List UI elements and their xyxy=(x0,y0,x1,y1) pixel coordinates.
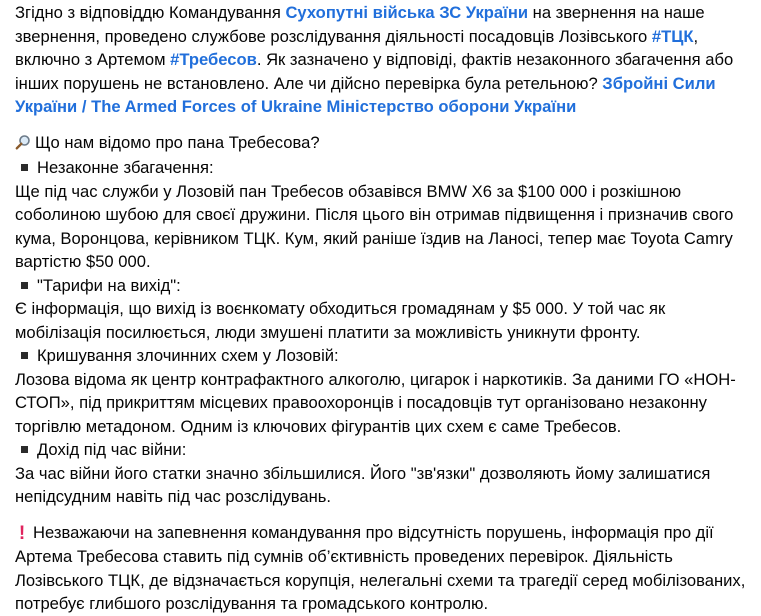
section-body: Ще під час служби у Лозовій пан Требесов обзавівся BMW X6 за $100 000 і розкішною соболиною шубою для своєї дружини. Після цього він отримав підвищення і призначив свого кума, Воронцова, керівником ТЦК. Кум, який раніше їздив на Ланосі, тепер має Toyota Camry вартістю $50 000. xyxy=(15,181,734,271)
spacer xyxy=(15,509,753,521)
section-body: За час війни його статки значно збільшилися. Його "зв'язки" дозволяють йому залишатися непідсудним навіть під час розслідувань. xyxy=(15,463,711,506)
hashtag-tck[interactable]: #ТЦК xyxy=(651,26,694,46)
square-bullet-icon xyxy=(21,282,28,289)
conclusion-paragraph xyxy=(15,521,753,616)
section-heading xyxy=(15,438,753,462)
link-ground-forces[interactable]: Сухопутні війська ЗС України xyxy=(285,3,529,22)
exclamation-mark-icon: ! xyxy=(18,522,26,544)
spacer xyxy=(15,119,753,131)
intro-text: Згідно з відповіддю Командування xyxy=(15,3,286,22)
conclusion-text: Незважаючи на запевнення командування про відсутність порушень, інформація про дії Артема Требесова ставить під сумнів об’єктивність проведених перевірок. Діяльність Лозівського ТЦК, де відзначається корупція, нелегальні схеми та трагедії серед мобілізованих, потребує глибшого розслідування та громадського контролю. xyxy=(15,522,746,613)
intro-text: , включно з Артемом xyxy=(15,26,699,69)
link-ministry-of-defence[interactable]: Міністерство оборони України xyxy=(326,97,577,116)
square-bullet-icon xyxy=(21,446,28,453)
section-body: Лозова відома як центр контрафактного алкоголю, цигарок і наркотиків. За даними ГО «НОН-СТОП», під прикриттям місцевих правоохоронців і посадовців тут організовано незаконну торгівлю метадоном. Одним із ключових фігурантів цих схем є саме Требесов. xyxy=(15,369,736,436)
question-text: Що нам відомо про пана Требесова? xyxy=(35,132,320,152)
section-heading xyxy=(15,344,753,368)
question-line xyxy=(15,131,753,157)
section-heading xyxy=(15,156,753,180)
magnifying-glass-icon xyxy=(15,133,31,157)
intro-text: . Як зазначено у відповіді, фактів незаконного збагачення або інших порушень не встановлено. Але чи дійсно перевірка була ретельною? xyxy=(15,50,734,93)
intro-paragraph xyxy=(15,1,753,119)
hashtag-trebesov[interactable]: #Требесов xyxy=(170,50,257,69)
heading-text: Незаконне збагачення: xyxy=(37,158,214,177)
section-heading xyxy=(15,274,753,298)
square-bullet-icon xyxy=(21,352,28,359)
link-armed-forces[interactable]: Збройні Сили України / The Armed Forces of Ukraine xyxy=(15,73,716,116)
heading-text: "Тарифи на вихід": xyxy=(37,275,181,295)
post-body xyxy=(15,1,753,616)
section-body: Є інформація, що вихід із воєнкомату обходиться громадянам у $5 000. У той час як мобілізація посилюється, люди змушені платити за можливість уникнути фронту. xyxy=(15,299,666,342)
intro-text: на звернення на наше звернення, проведено службове розслідування діяльності посадовців Лозівського xyxy=(15,3,705,46)
square-bullet-icon xyxy=(21,164,28,171)
heading-text: Кришування злочинних схем у Лозовій: xyxy=(37,346,339,365)
heading-text: Дохід під час війни: xyxy=(37,440,187,459)
